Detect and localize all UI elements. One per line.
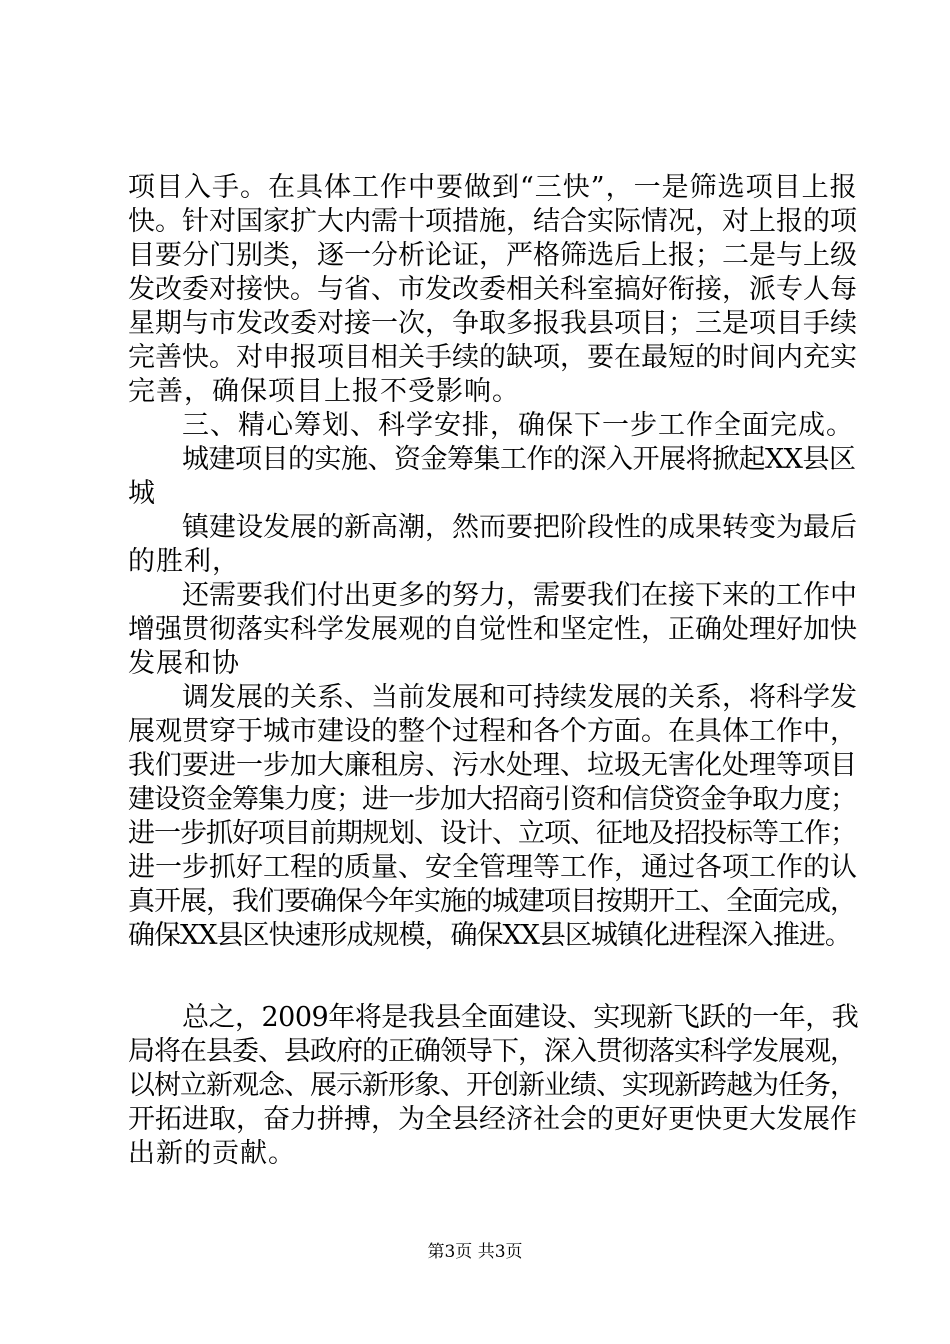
text-line: 的胜利， <box>128 546 240 577</box>
text-line: 进一步抓好项目前期规划、设计、立项、征地及招投标等工作； <box>128 818 856 849</box>
text-line: 城 <box>128 478 156 509</box>
text-line: 目要分门别类，逐一分析论证，严格筛选后上报；二是与上级 <box>128 240 857 271</box>
text-line: 发改委对接快。与省、市发改委相关科室搞好衔接，派专人每 <box>128 274 857 305</box>
text-line: 局将在县委、县政府的正确领导下，深入贯彻落实科学发展观， <box>128 1036 856 1067</box>
text-line: 调发展的关系、当前发展和可持续发展的关系，将科学发 <box>182 682 857 713</box>
text-line: 真开展，我们要确保今年实施的城建项目按期开工、全面完成， <box>128 886 856 917</box>
text-line: 城建项目的实施、资金筹集工作的深入开展将掀起XX县区 <box>182 444 856 475</box>
text-line: 展观贯穿于城市建设的整个过程和各个方面。在具体工作中， <box>128 716 857 747</box>
text-line: 星期与市发改委对接一次，争取多报我县项目；三是项目手续 <box>128 308 857 339</box>
text-line: 完善，确保项目上报不受影响。 <box>128 376 520 407</box>
text-line: 发展和协 <box>128 648 240 679</box>
text-line: 还需要我们付出更多的努力，需要我们在接下来的工作中 <box>182 580 857 611</box>
page-number-footer: 第3页 共3页 <box>427 1242 523 1262</box>
section-heading: 三、精心筹划、科学安排，确保下一步工作全面完成。 <box>182 410 854 441</box>
text-line: 快。针对国家扩大内需十项措施，结合实际情况，对上报的项 <box>128 206 857 237</box>
text-line: 镇建设发展的新高潮，然而要把阶段性的成果转变为最后 <box>182 512 857 543</box>
text-line: 确保XX县区快速形成规模，确保XX县区城镇化进程深入推进。 <box>128 920 851 951</box>
text-line: 建设资金筹集力度；进一步加大招商引资和信贷资金争取力度； <box>128 784 856 815</box>
text-line: 开拓进取，奋力拼搏，为全县经济社会的更好更快更大发展作 <box>128 1104 857 1135</box>
text-line: 增强贯彻落实科学发展观的自觉性和坚定性，正确处理好加快 <box>128 614 857 645</box>
text-line: 我们要进一步加大廉租房、污水处理、垃圾无害化处理等项目 <box>128 750 857 781</box>
text-line: 总之，2009年将是我县全面建设、实现新飞跃的一年，我 <box>182 1002 859 1033</box>
text-line: 进一步抓好工程的质量、安全管理等工作，通过各项工作的认 <box>128 852 857 883</box>
text-line: 项目入手。在具体工作中要做到“三快”，一是筛选项目上报 <box>128 172 858 203</box>
text-line: 出新的贡献。 <box>128 1138 296 1169</box>
text-line: 完善快。对申报项目相关手续的缺项，要在最短的时间内充实 <box>128 342 857 373</box>
text-line: 以树立新观念、展示新形象、开创新业绩、实现新跨越为任务， <box>128 1070 856 1101</box>
